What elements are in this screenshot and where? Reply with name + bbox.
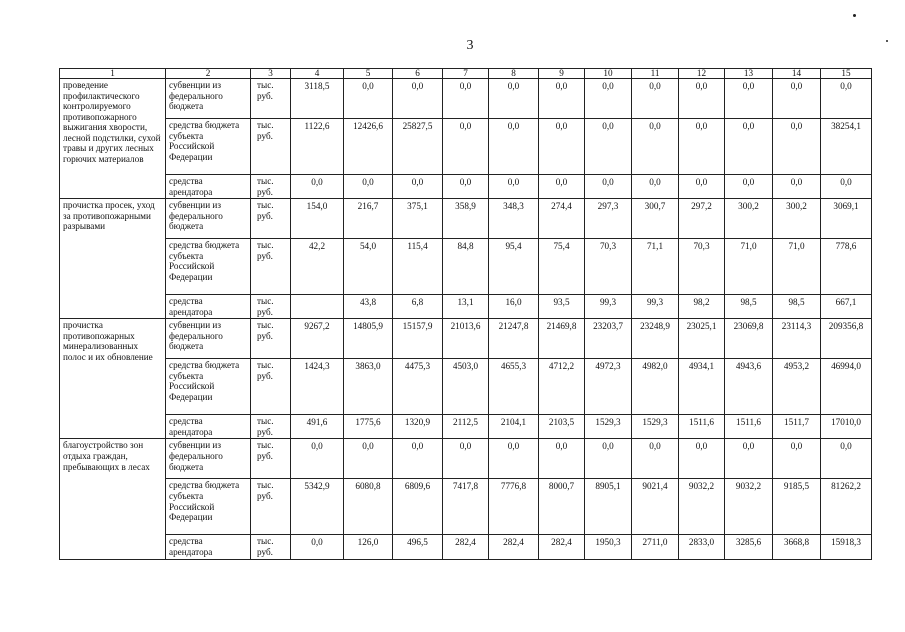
table-row	[60, 199, 872, 239]
value-cell: 21247,8	[489, 319, 539, 359]
value-cell: 0,0	[773, 79, 821, 119]
funding-source-cell: средства бюджета субъекта Российской Федерации	[166, 119, 251, 175]
value-cell: 0,0	[393, 175, 443, 199]
funding-source-cell: субвенции из федерального бюджета	[166, 319, 251, 359]
value-cell: 84,8	[443, 239, 489, 295]
value-cell: 0,0	[679, 79, 725, 119]
value-cell: 70,3	[585, 239, 632, 295]
value-cell: 667,1	[821, 295, 872, 319]
value-cell: 2104,1	[489, 415, 539, 439]
column-number-header: 12	[679, 69, 725, 79]
value-cell: 0,0	[539, 175, 585, 199]
value-cell: 0,0	[679, 119, 725, 175]
table-row	[60, 239, 872, 295]
value-cell: 0,0	[725, 175, 773, 199]
value-cell: 6809,6	[393, 479, 443, 535]
value-cell: 16,0	[489, 295, 539, 319]
column-number-header: 11	[632, 69, 679, 79]
value-cell: 3285,6	[725, 535, 773, 559]
value-cell: 209356,8	[821, 319, 872, 359]
value-cell: 0,0	[585, 119, 632, 175]
value-cell: 6080,8	[344, 479, 393, 535]
value-cell: 25827,5	[393, 119, 443, 175]
value-cell: 81262,2	[821, 479, 872, 535]
value-cell: 9032,2	[725, 479, 773, 535]
value-cell: 1529,3	[632, 415, 679, 439]
value-cell: 23248,9	[632, 319, 679, 359]
value-cell: 0,0	[489, 119, 539, 175]
funding-source-cell: средства арендатора	[166, 175, 251, 199]
unit-cell: тыс. руб.	[251, 439, 291, 479]
value-cell: 0,0	[679, 439, 725, 479]
column-number-header: 2	[166, 69, 251, 79]
table-row	[60, 359, 872, 415]
column-number-header: 8	[489, 69, 539, 79]
value-cell: 1122,6	[291, 119, 344, 175]
value-cell: 23203,7	[585, 319, 632, 359]
value-cell: 0,0	[539, 79, 585, 119]
value-cell: 300,2	[773, 199, 821, 239]
value-cell: 0,0	[725, 79, 773, 119]
column-number-header: 7	[443, 69, 489, 79]
value-cell: 8905,1	[585, 479, 632, 535]
value-cell: 297,2	[679, 199, 725, 239]
value-cell: 54,0	[344, 239, 393, 295]
value-cell: 0,0	[821, 175, 872, 199]
value-cell: 0,0	[821, 439, 872, 479]
table-row	[60, 79, 872, 119]
value-cell: 23069,8	[725, 319, 773, 359]
value-cell: 1511,6	[679, 415, 725, 439]
funding-source-cell: средства бюджета субъекта Российской Федерации	[166, 359, 251, 415]
value-cell: 3069,1	[821, 199, 872, 239]
column-number-header: 13	[725, 69, 773, 79]
unit-cell: тыс. руб.	[251, 535, 291, 559]
value-cell: 0,0	[632, 175, 679, 199]
activity-cell: прочистка противопожарных минерализованных полос и их обновление	[60, 319, 166, 439]
value-cell: 17010,0	[821, 415, 872, 439]
value-cell: 0,0	[489, 439, 539, 479]
value-cell: 13,1	[443, 295, 489, 319]
funding-source-cell: субвенции из федерального бюджета	[166, 439, 251, 479]
value-cell: 0,0	[344, 79, 393, 119]
table-row	[60, 295, 872, 319]
value-cell: 43,8	[344, 295, 393, 319]
value-cell: 23025,1	[679, 319, 725, 359]
value-cell: 0,0	[539, 439, 585, 479]
unit-cell: тыс. руб.	[251, 295, 291, 319]
value-cell: 1511,7	[773, 415, 821, 439]
value-cell: 9185,5	[773, 479, 821, 535]
value-cell: 15157,9	[393, 319, 443, 359]
column-number-header: 3	[251, 69, 291, 79]
unit-cell: тыс. руб.	[251, 79, 291, 119]
value-cell: 375,1	[393, 199, 443, 239]
value-cell: 71,0	[725, 239, 773, 295]
value-cell: 282,4	[443, 535, 489, 559]
value-cell: 98,2	[679, 295, 725, 319]
unit-cell: тыс. руб.	[251, 239, 291, 295]
activity-cell: проведение профилактического контролируемого противопожарного выжигания хворости, лесной подстилки, сухой травы и других лесных горючих материалов	[60, 79, 166, 199]
value-cell: 0,0	[291, 439, 344, 479]
column-number-header: 10	[585, 69, 632, 79]
value-cell: 14805,9	[344, 319, 393, 359]
value-cell: 0,0	[773, 439, 821, 479]
table-row	[60, 175, 872, 199]
value-cell: 0,0	[821, 79, 872, 119]
funding-source-cell: средства бюджета субъекта Российской Федерации	[166, 479, 251, 535]
unit-cell: тыс. руб.	[251, 199, 291, 239]
value-cell: 358,9	[443, 199, 489, 239]
value-cell: 3863,0	[344, 359, 393, 415]
value-cell: 7776,8	[489, 479, 539, 535]
budget-table	[59, 68, 872, 560]
value-cell: 0,0	[443, 79, 489, 119]
scan-speck	[853, 14, 856, 17]
value-cell: 4655,3	[489, 359, 539, 415]
value-cell: 12426,6	[344, 119, 393, 175]
value-cell: 154,0	[291, 199, 344, 239]
funding-source-cell: средства арендатора	[166, 535, 251, 559]
value-cell: 0,0	[291, 175, 344, 199]
value-cell: 0,0	[679, 175, 725, 199]
value-cell: 1424,3	[291, 359, 344, 415]
value-cell: 9021,4	[632, 479, 679, 535]
unit-cell: тыс. руб.	[251, 119, 291, 175]
value-cell: 4503,0	[443, 359, 489, 415]
value-cell: 300,7	[632, 199, 679, 239]
value-cell: 4982,0	[632, 359, 679, 415]
value-cell: 0,0	[585, 175, 632, 199]
value-cell: 0,0	[344, 175, 393, 199]
value-cell: 115,4	[393, 239, 443, 295]
unit-cell: тыс. руб.	[251, 359, 291, 415]
table-row	[60, 415, 872, 439]
value-cell: 0,0	[489, 175, 539, 199]
value-cell: 0,0	[632, 79, 679, 119]
value-cell: 9267,2	[291, 319, 344, 359]
value-cell: 3668,8	[773, 535, 821, 559]
value-cell: 38254,1	[821, 119, 872, 175]
value-cell: 1950,3	[585, 535, 632, 559]
value-cell: 4972,3	[585, 359, 632, 415]
value-cell: 23114,3	[773, 319, 821, 359]
value-cell: 1320,9	[393, 415, 443, 439]
value-cell: 98,5	[773, 295, 821, 319]
value-cell: 95,4	[489, 239, 539, 295]
value-cell: 216,7	[344, 199, 393, 239]
column-number-header: 4	[291, 69, 344, 79]
value-cell: 0,0	[725, 119, 773, 175]
table-row	[60, 319, 872, 359]
value-cell: 99,3	[585, 295, 632, 319]
header-row	[60, 69, 872, 79]
value-cell: 0,0	[393, 439, 443, 479]
value-cell: 282,4	[539, 535, 585, 559]
value-cell: 1511,6	[725, 415, 773, 439]
funding-source-cell: средства бюджета субъекта Российской Федерации	[166, 239, 251, 295]
value-cell: 0,0	[443, 439, 489, 479]
column-number-header: 1	[60, 69, 166, 79]
value-cell: 2833,0	[679, 535, 725, 559]
value-cell: 491,6	[291, 415, 344, 439]
funding-source-cell: субвенции из федерального бюджета	[166, 199, 251, 239]
column-number-header: 15	[821, 69, 872, 79]
value-cell: 21469,8	[539, 319, 585, 359]
value-cell: 4934,1	[679, 359, 725, 415]
unit-cell: тыс. руб.	[251, 479, 291, 535]
value-cell: 0,0	[773, 119, 821, 175]
activity-cell: благоустройство зон отдыха граждан, пребывающих в лесах	[60, 439, 166, 559]
value-cell: 4475,3	[393, 359, 443, 415]
value-cell: 282,4	[489, 535, 539, 559]
value-cell: 4712,2	[539, 359, 585, 415]
column-number-header: 14	[773, 69, 821, 79]
value-cell: 9032,2	[679, 479, 725, 535]
column-number-header: 9	[539, 69, 585, 79]
value-cell: 0,0	[344, 439, 393, 479]
value-cell: 46994,0	[821, 359, 872, 415]
funding-source-cell: средства арендатора	[166, 295, 251, 319]
table-row	[60, 535, 872, 559]
value-cell: 0,0	[632, 439, 679, 479]
value-cell: 0,0	[443, 119, 489, 175]
column-number-header: 6	[393, 69, 443, 79]
value-cell: 15918,3	[821, 535, 872, 559]
value-cell: 7417,8	[443, 479, 489, 535]
value-cell: 1775,6	[344, 415, 393, 439]
value-cell: 4943,6	[725, 359, 773, 415]
value-cell: 8000,7	[539, 479, 585, 535]
table-row	[60, 119, 872, 175]
value-cell: 0,0	[632, 119, 679, 175]
value-cell: 496,5	[393, 535, 443, 559]
value-cell: 1529,3	[585, 415, 632, 439]
value-cell: 6,8	[393, 295, 443, 319]
value-cell: 4953,2	[773, 359, 821, 415]
unit-cell: тыс. руб.	[251, 415, 291, 439]
scan-speck	[886, 40, 888, 42]
value-cell: 0,0	[489, 79, 539, 119]
column-number-header: 5	[344, 69, 393, 79]
value-cell: 0,0	[291, 535, 344, 559]
value-cell: 0,0	[725, 439, 773, 479]
value-cell: 2711,0	[632, 535, 679, 559]
table-body	[60, 69, 872, 560]
value-cell: 0,0	[443, 175, 489, 199]
value-cell: 348,3	[489, 199, 539, 239]
value-cell: 70,3	[679, 239, 725, 295]
value-cell: 778,6	[821, 239, 872, 295]
value-cell: 5342,9	[291, 479, 344, 535]
budget-table-container	[59, 68, 872, 560]
table-row	[60, 439, 872, 479]
value-cell: 0,0	[585, 439, 632, 479]
value-cell: 0,0	[539, 119, 585, 175]
value-cell: 300,2	[725, 199, 773, 239]
unit-cell: тыс. руб.	[251, 319, 291, 359]
value-cell: 75,4	[539, 239, 585, 295]
activity-cell: прочистка просек, уход за противопожарными разрывами	[60, 199, 166, 319]
value-cell	[291, 295, 344, 319]
value-cell: 2103,5	[539, 415, 585, 439]
value-cell: 297,3	[585, 199, 632, 239]
value-cell: 126,0	[344, 535, 393, 559]
value-cell: 21013,6	[443, 319, 489, 359]
table-row	[60, 479, 872, 535]
value-cell: 98,5	[725, 295, 773, 319]
value-cell: 0,0	[585, 79, 632, 119]
page-number: 3	[466, 38, 474, 53]
value-cell: 0,0	[393, 79, 443, 119]
value-cell: 71,1	[632, 239, 679, 295]
value-cell: 3118,5	[291, 79, 344, 119]
unit-cell: тыс. руб.	[251, 175, 291, 199]
value-cell: 2112,5	[443, 415, 489, 439]
value-cell: 93,5	[539, 295, 585, 319]
value-cell: 71,0	[773, 239, 821, 295]
value-cell: 99,3	[632, 295, 679, 319]
funding-source-cell: средства арендатора	[166, 415, 251, 439]
funding-source-cell: субвенции из федерального бюджета	[166, 79, 251, 119]
value-cell: 42,2	[291, 239, 344, 295]
value-cell: 0,0	[773, 175, 821, 199]
value-cell: 274,4	[539, 199, 585, 239]
